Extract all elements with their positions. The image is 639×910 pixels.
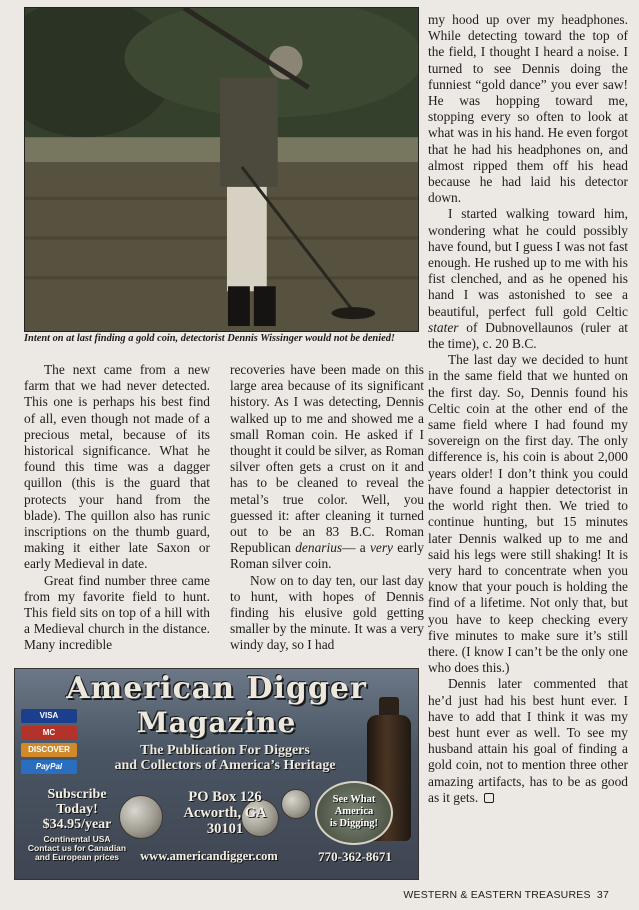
photo-caption: Intent on at last finding a gold coin, detectorist Dennis Wissinger would not be denied! (24, 333, 395, 344)
article-column-1 (24, 362, 210, 654)
visa-icon: VISA (21, 709, 77, 723)
paypal-icon: PayPal (21, 760, 77, 774)
see-what-america-badge: See What America is Digging! (315, 781, 393, 845)
article-paragraph: recoveries have been made on this large area because of its significant history. As I was detecting, Dennis walked up to me and showed me a small Roman coin. He asked if I thought it could be silver, as Roman silver often gets a crust on it and has to be cleaned to reveal the metal’s true color. Well, you guessed it: after cleaning it turned out to be an 83 B.C. Roman Republican denarius— a very early Roman silver coin. (230, 362, 424, 572)
coin-icon (281, 789, 311, 819)
discover-icon: DISCOVER (21, 743, 77, 757)
mailing-address: PO Box 126 Acworth, GA 30101 (183, 789, 267, 837)
ad-title-line-2: Magazine (136, 706, 297, 739)
ad-phone-number: 770-362-8671 (318, 849, 392, 864)
subscribe-block: Subscribe Today! $34.95/year Continental USA Contact us for Canadian and European prices (27, 787, 127, 862)
article-column-2 (230, 362, 424, 654)
ad-tagline: The Publication For Diggers and Collectors of America’s Heritage (114, 743, 336, 773)
page-number: 37 (596, 889, 609, 901)
article-paragraph: I started walking toward him, wondering what he could possibly have found, but I guess I was not fast enough. He rushed up to me with his fist clenched, and as he opened his hand I was astonished to see a beautiful, perfect full gold Celtic stater of Dubnovellaunos (ruler at the time), c. 20 B.C. (428, 206, 628, 352)
publication-name: WESTERN & EASTERN TREASURES (403, 889, 591, 901)
end-of-article-icon (484, 793, 494, 803)
photo-detectorist-in-field (25, 8, 418, 331)
article-paragraph: Great find number three came from my favorite field to hunt. This field sits on top of a hill with a Medieval church in the distance. Many incredible (24, 572, 210, 653)
article-paragraph: The next came from a new farm that we had never detected. This one is perhaps his best find of all, even though not made of a precious metal, because of its historical significance. What he found this time was a dagger quillon (this is the guard that protects your hand from the blade). The quillon also has runic inscriptions on the thumb guard, making it either late Saxon or early Medieval in date. (24, 362, 210, 572)
mastercard-icon: MC (21, 726, 77, 740)
article-paragraph: The last day we decided to hunt in the same field that we hunted on the first day. So, Dennis found his Celtic coin at the other end of the same field where I had found my sovereign on the first day. The only difference is, his coin is about 2,000 years older! I don’t think you could have found a happier detectorist in the world right then. We tried to continue hunting, but 15 minutes later Dennis walked up to me and said his legs were still shaking! It is very hard to concentrate when you know that your pouch is holding the find of a lifetime. Not only that, but you have to keep checking every five minutes to make sure it’s still there. (I know I can’t be the only one who does this.) (428, 352, 628, 676)
article-paragraph: Now on to day ten, our last day to hunt, with hopes of Dennis finding his elusive gold getting smaller by the minute. It was a very windy day, so I had (230, 572, 424, 653)
article-paragraph: Dennis later commented that he’d just had his best hunt ever. I have to add that I think it was my best hunt ever as well. To see my husband attain his goal of finding a gold coin, not to mention three other amazing artifacts, has to be as good as it gets. (428, 676, 628, 805)
article-paragraph: my hood up over my headphones. While detecting toward the top of the field, I thought I heard a noise. I turned to see Dennis doing the funniest “gold dance” you ever saw! He was hopping toward me, stopping every so often to look at what was in his hand. He even forgot that he had his headphones on, and almost ripped them off his head because he had laid his detector down. (428, 12, 628, 206)
ad-website-link[interactable]: www.americandigger.com (140, 849, 278, 863)
payment-cards (21, 709, 77, 777)
article-column-3 (428, 12, 628, 806)
american-digger-advertisement[interactable] (14, 668, 419, 880)
ad-title: American Digger (66, 671, 367, 706)
page-footer (403, 889, 609, 901)
article-photo (24, 7, 419, 332)
